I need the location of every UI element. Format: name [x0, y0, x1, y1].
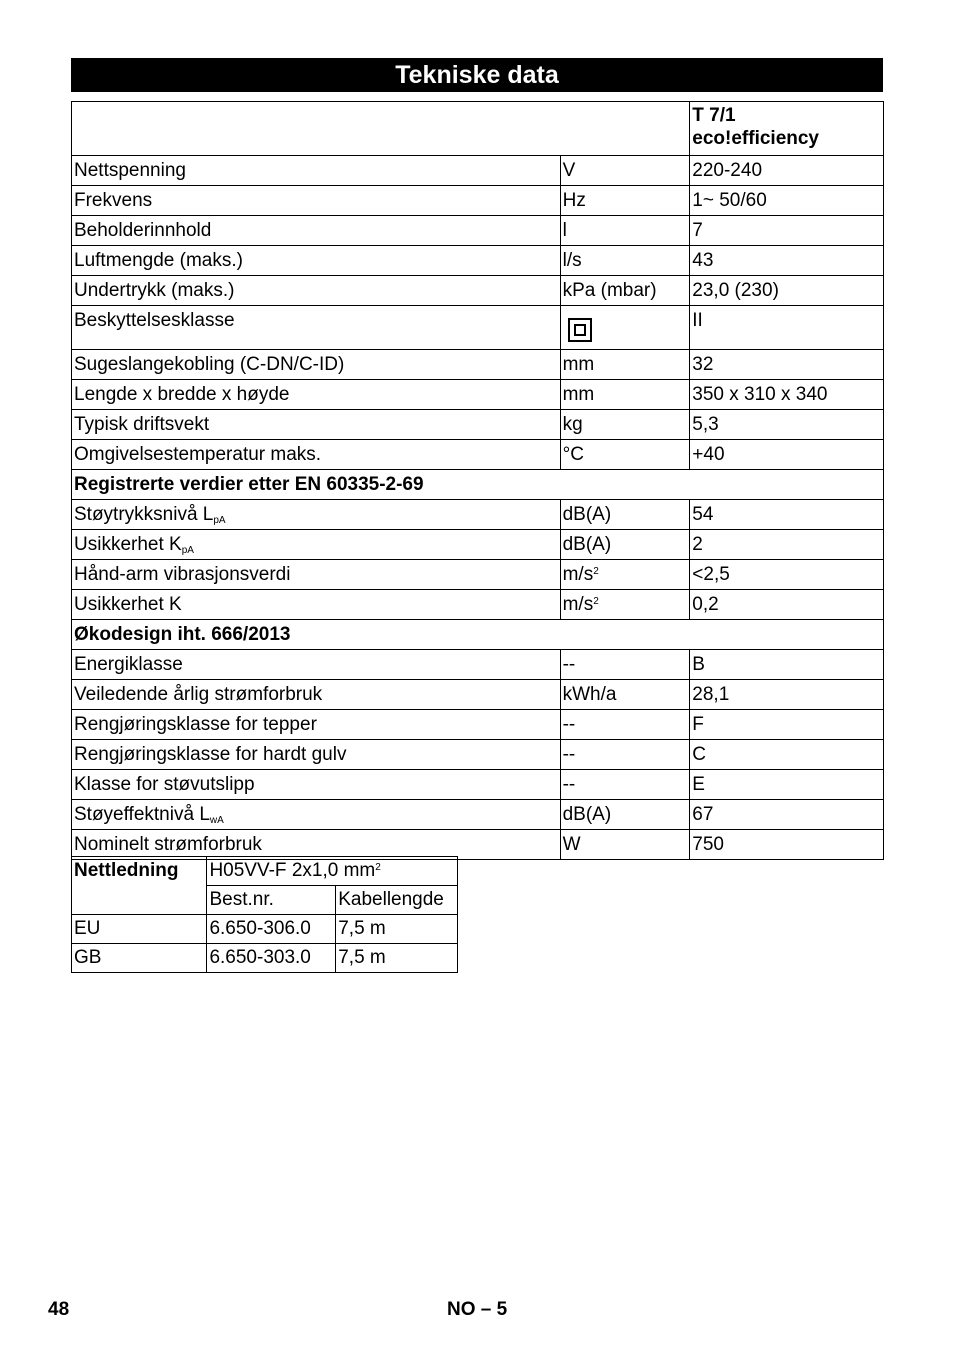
spec-label [72, 530, 561, 560]
spec-label [72, 740, 561, 770]
spec-label-text: Beskyttelsesklasse [74, 310, 235, 331]
spec-value: F [690, 710, 884, 740]
spec-unit [560, 350, 690, 380]
spec-value: B [690, 650, 884, 680]
spec-label-text: Frekvens [74, 190, 153, 211]
table-row [72, 680, 884, 710]
spec-label-text: Støyeffektnivå L [74, 804, 210, 825]
spec-label-text: Beholderinnhold [74, 220, 212, 241]
spec-value: 5,3 [690, 410, 884, 440]
spec-label-text: Veiledende årlig strømforbruk [74, 684, 323, 705]
spec-value: 23,0 (230) [690, 276, 884, 306]
spec-value: C [690, 740, 884, 770]
power-cable-table [71, 856, 458, 973]
table-row [72, 650, 884, 680]
table-row [72, 276, 884, 306]
spec-unit [560, 710, 690, 740]
cable-length: 7,5 m [336, 915, 458, 944]
spec-unit-text: Hz [562, 190, 586, 211]
spec-unit-text: -- [562, 744, 576, 765]
spec-unit [560, 276, 690, 306]
spec-value: II [690, 306, 884, 350]
cable-label: Nettledning [72, 857, 207, 915]
technical-data-table [71, 101, 884, 860]
spec-unit [560, 650, 690, 680]
spec-label-text: Energiklasse [74, 654, 183, 675]
spec-value: E [690, 770, 884, 800]
spec-unit-text: °C [562, 444, 584, 465]
spec-label-text: Støytrykksnivå L [74, 504, 214, 525]
spec-value: 2 [690, 530, 884, 560]
table-row [72, 710, 884, 740]
spec-unit [560, 156, 690, 186]
spec-label [72, 770, 561, 800]
table-row [72, 156, 884, 186]
header-blank-cell [72, 102, 690, 156]
ecodesign-heading-row [72, 620, 884, 650]
spec-label [72, 650, 561, 680]
spec-unit-text: -- [562, 774, 576, 795]
table-row [72, 216, 884, 246]
spec-unit-text: kWh/a [562, 684, 617, 705]
spec-unit-text: -- [562, 654, 576, 675]
spec-unit [560, 246, 690, 276]
spec-label [72, 246, 561, 276]
spec-label-text: Usikkerhet K [74, 534, 182, 555]
table-row [72, 246, 884, 276]
cable-type-sup: 2 [375, 862, 381, 873]
spec-unit-text: kPa (mbar) [562, 280, 657, 301]
spec-value: 43 [690, 246, 884, 276]
spec-label-text: Undertrykk (maks.) [74, 280, 235, 301]
spec-unit [560, 740, 690, 770]
cable-type: H05VV-F 2x1,0 mm [209, 860, 376, 881]
spec-label-text: Rengjøringsklasse for hardt gulv [74, 744, 347, 765]
spec-unit-text: kg [562, 414, 583, 435]
spec-label-text: Lengde x bredde x høyde [74, 384, 290, 405]
spec-unit [560, 680, 690, 710]
table-header-row [72, 102, 884, 156]
spec-label-text: Usikkerhet K [74, 594, 182, 615]
spec-value: 54 [690, 500, 884, 530]
cable-row [72, 944, 458, 973]
spec-value: +40 [690, 440, 884, 470]
spec-unit [560, 800, 690, 830]
spec-label-sub: wA [209, 815, 224, 826]
measured-values-heading-row [72, 470, 884, 500]
cable-row [72, 915, 458, 944]
table-row [72, 500, 884, 530]
spec-label [72, 500, 561, 530]
model-header-cell [690, 102, 884, 156]
spec-unit [560, 590, 690, 620]
ecodesign-heading: Økodesign iht. 666/2013 [72, 620, 884, 650]
spec-unit [560, 500, 690, 530]
spec-unit-text: mm [562, 384, 595, 405]
spec-unit-text: dB(A) [562, 504, 612, 525]
spec-label [72, 560, 561, 590]
spec-unit [560, 380, 690, 410]
table-row [72, 590, 884, 620]
spec-label [72, 710, 561, 740]
spec-label-text: Sugeslangekobling (C-DN/C-ID) [74, 354, 345, 375]
spec-unit-text: -- [562, 714, 576, 735]
spec-unit-text: dB(A) [562, 534, 612, 555]
spec-label [72, 186, 561, 216]
spec-unit-sup: 2 [593, 566, 599, 577]
spec-label [72, 830, 561, 860]
spec-unit-sup: 2 [593, 596, 599, 607]
cable-region: EU [72, 915, 207, 944]
table-row [72, 186, 884, 216]
cable-header-row [72, 857, 458, 886]
spec-label [72, 440, 561, 470]
spec-value: 350 x 310 x 340 [690, 380, 884, 410]
section-number: NO – 5 [447, 1299, 508, 1320]
spec-label [72, 800, 561, 830]
cable-length: 7,5 m [336, 944, 458, 973]
spec-unit [560, 560, 690, 590]
spec-label [72, 590, 561, 620]
spec-unit [560, 440, 690, 470]
spec-unit [560, 186, 690, 216]
table-row [72, 830, 884, 860]
spec-value: 1~ 50/60 [690, 186, 884, 216]
spec-unit [560, 770, 690, 800]
cable-partno: 6.650-306.0 [207, 915, 336, 944]
cable-region: GB [72, 944, 207, 973]
table-row [72, 380, 884, 410]
spec-value: 0,2 [690, 590, 884, 620]
technical-data-body [72, 102, 884, 860]
spec-label [72, 350, 561, 380]
spec-label [72, 216, 561, 246]
table-row [72, 410, 884, 440]
spec-label-text: Nettspenning [74, 160, 186, 181]
cable-col-length: Kabellengde [336, 886, 458, 915]
spec-label-text: Omgivelsestemperatur maks. [74, 444, 322, 465]
protection-class-ii-icon [568, 318, 592, 342]
table-row [72, 560, 884, 590]
spec-label-text: Nominelt strømforbruk [74, 834, 262, 855]
spec-unit [560, 830, 690, 860]
spec-label-text: Klasse for støvutslipp [74, 774, 255, 795]
spec-label-sub: pA [181, 545, 194, 556]
spec-unit-text: m/s [562, 564, 594, 585]
spec-unit [560, 530, 690, 560]
table-row [72, 770, 884, 800]
spec-label [72, 680, 561, 710]
spec-unit-text: W [562, 834, 581, 855]
spec-unit [560, 410, 690, 440]
table-row [72, 306, 884, 350]
spec-unit-text: dB(A) [562, 804, 612, 825]
spec-value: 67 [690, 800, 884, 830]
cable-col-partno: Best.nr. [207, 886, 336, 915]
cable-partno: 6.650-303.0 [207, 944, 336, 973]
spec-label-text: Luftmengde (maks.) [74, 250, 243, 271]
table-row [72, 440, 884, 470]
table-row [72, 800, 884, 830]
spec-unit-text: V [562, 160, 576, 181]
table-row [72, 530, 884, 560]
spec-label-text: Typisk driftsvekt [74, 414, 210, 435]
page-number: 48 [48, 1299, 70, 1320]
spec-value: <2,5 [690, 560, 884, 590]
spec-label-sub: pA [213, 515, 226, 526]
spec-unit-text: m/s [562, 594, 594, 615]
spec-unit-text: mm [562, 354, 595, 375]
spec-label [72, 306, 561, 350]
model-name: T 7/1 [692, 105, 736, 126]
spec-value: 750 [690, 830, 884, 860]
spec-value: 220-240 [690, 156, 884, 186]
spec-unit-text: l/s [562, 250, 582, 271]
table-row [72, 350, 884, 380]
spec-label [72, 410, 561, 440]
spec-label [72, 380, 561, 410]
table-row [72, 740, 884, 770]
spec-unit [560, 306, 690, 350]
spec-value: 7 [690, 216, 884, 246]
spec-value: 32 [690, 350, 884, 380]
spec-label [72, 156, 561, 186]
cable-type-cell [207, 857, 458, 886]
spec-value: 28,1 [690, 680, 884, 710]
spec-unit [560, 216, 690, 246]
spec-label [72, 276, 561, 306]
model-variant: eco!efficiency [692, 128, 820, 149]
measured-values-heading: Registrerte verdier etter EN 60335-2-69 [72, 470, 884, 500]
page-title: Tekniske data [71, 58, 883, 92]
spec-label-text: Hånd-arm vibrasjonsverdi [74, 564, 291, 585]
spec-label-text: Rengjøringsklasse for tepper [74, 714, 317, 735]
spec-unit-text: l [562, 220, 567, 241]
